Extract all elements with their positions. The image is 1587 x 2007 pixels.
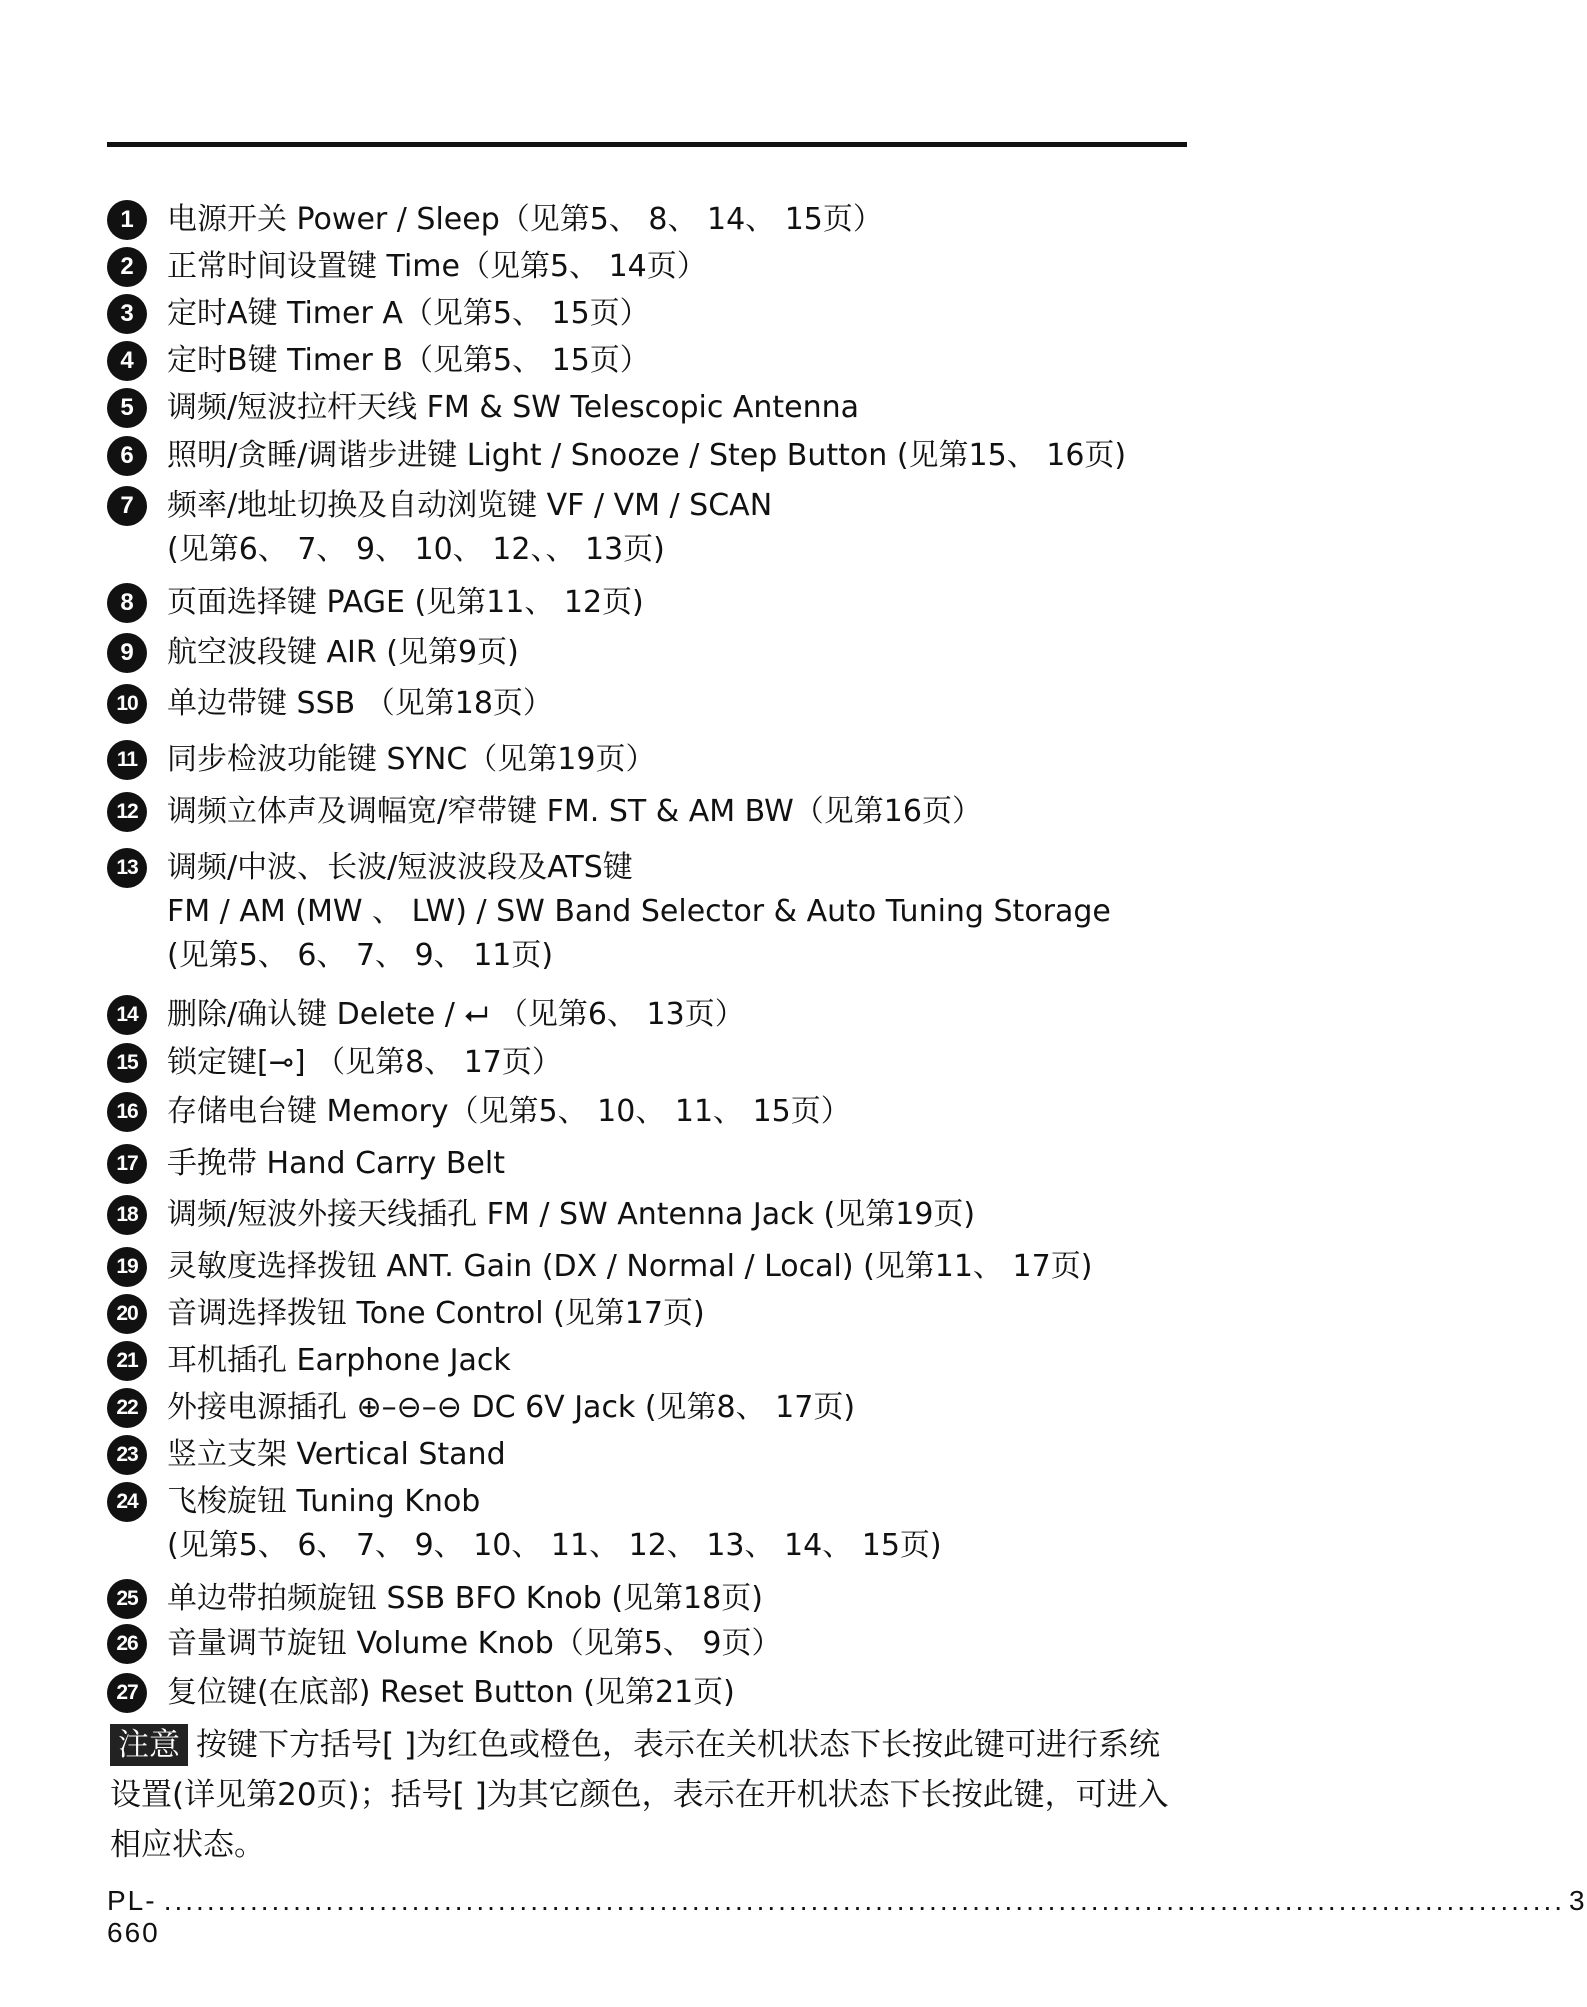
item-number-badge: 15 (107, 1043, 147, 1083)
item-text-line: 航空波段键 AIR (见第9页) (167, 635, 519, 670)
item-text-line: 电源开关 Power / Sleep（见第5、 8、 14、 15页） (167, 202, 883, 237)
item-text-line: 定时B键 Timer B（见第5、 15页） (167, 343, 650, 378)
item-number-badge: 5 (107, 388, 147, 428)
item-text-line: 外接电源插孔 ⊕–⊖–⊖ DC 6V Jack (见第8、 17页) (167, 1390, 856, 1425)
item-number-badge: 11 (107, 740, 147, 780)
footer-page-number: 3 (1569, 1885, 1587, 1916)
item-text-line: 存储电台键 Memory（见第5、 10、 11、 15页） (167, 1094, 851, 1129)
item-number-badge: 23 (107, 1435, 147, 1475)
item-text-line: 调频/中波、长波/短波波段及ATS键 (167, 850, 633, 885)
item-number-badge: 18 (107, 1195, 147, 1235)
item-text-line: 页面选择键 PAGE (见第11、 12页) (167, 585, 644, 620)
item-text-line: 手挽带 Hand Carry Belt (167, 1146, 505, 1181)
item-number-badge: 7 (107, 486, 147, 526)
note-text: 按键下方括号[ ]为红色或橙色，表示在关机状态下长按此键可进行系统设置(详见第20页)；括号[ ]为其它颜色，表示在开机状态下长按此键，可进入相应状态。 (110, 1727, 1169, 1863)
item-number-badge: 22 (107, 1388, 147, 1428)
item-number-badge: 10 (107, 684, 147, 724)
top-rule (107, 142, 1187, 147)
item-text-line: 音量调节旋钮 Volume Knob（见第5、 9页） (167, 1626, 782, 1661)
item-number-badge: 19 (107, 1247, 147, 1287)
item-text-line: 耳机插孔 Earphone Jack (167, 1343, 511, 1378)
item-text-line: 正常时间设置键 Time（见第5、 14页） (167, 249, 707, 284)
item-text-line: 单边带拍频旋钮 SSB BFO Knob (见第18页) (167, 1581, 763, 1616)
item-number-badge: 12 (107, 792, 147, 832)
note-label: 注意 (110, 1724, 188, 1766)
item-text-line: 复位键(在底部) Reset Button (见第21页) (167, 1675, 735, 1710)
item-text-line: 单边带键 SSB （见第18页） (167, 686, 553, 721)
item-text-line: 灵敏度选择拨钮 ANT. Gain (DX / Normal / Local) (见第11、 17页) (167, 1249, 1093, 1284)
item-number-badge: 27 (107, 1673, 147, 1713)
item-text-line: 竖立支架 Vertical Stand (167, 1437, 506, 1472)
item-text-line: 音调选择拨钮 Tone Control (见第17页) (167, 1296, 705, 1331)
item-text-line: 调频/短波外接天线插孔 FM / SW Antenna Jack (见第19页) (167, 1197, 976, 1232)
page-footer (107, 1885, 1587, 1949)
item-number-badge: 9 (107, 633, 147, 673)
item-number-badge: 8 (107, 583, 147, 623)
item-text-line: 飞梭旋钮 Tuning Knob (167, 1484, 481, 1519)
item-text-line: 定时A键 Timer A（见第5、 15页） (167, 296, 650, 331)
item-text-line: FM / AM (MW 、 LW) / SW Band Selector & Auto Tuning Storage (167, 894, 1111, 929)
item-number-badge: 26 (107, 1624, 147, 1664)
item-number-badge: 13 (107, 848, 147, 888)
item-number-badge: 3 (107, 294, 147, 334)
item-number-badge: 2 (107, 247, 147, 287)
item-number-badge: 21 (107, 1341, 147, 1381)
item-number-badge: 14 (107, 995, 147, 1035)
item-number-badge: 1 (107, 200, 147, 240)
item-number-badge: 16 (107, 1092, 147, 1132)
item-text-line: 频率/地址切换及自动浏览键 VF / VM / SCAN (167, 488, 773, 523)
item-text-line: (见第6、 7、 9、 10、 12、、 13页) (167, 532, 665, 567)
item-text-line: 删除/确认键 Delete / ⮠ （见第6、 13页） (167, 997, 745, 1032)
item-number-badge: 20 (107, 1294, 147, 1334)
item-text-line: (见第5、 6、 7、 9、 10、 11、 12、 13、 14、 15页) (167, 1528, 942, 1563)
footer-leader-dots: .................................................................................................................................. (163, 1885, 1566, 1916)
footer-model: PL-660 (107, 1885, 160, 1948)
item-text-line: 调频/短波拉杆天线 FM & SW Telescopic Antenna (167, 390, 860, 425)
item-number-badge: 6 (107, 436, 147, 476)
item-number-badge: 24 (107, 1482, 147, 1522)
item-text-line: 调频立体声及调幅宽/窄带键 FM. ST & AM BW（见第16页） (167, 794, 982, 829)
item-text-line: (见第5、 6、 7、 9、 11页) (167, 938, 554, 973)
item-number-badge: 17 (107, 1144, 147, 1184)
item-number-badge: 4 (107, 341, 147, 381)
item-text-line: 照明/贪睡/调谐步进键 Light / Snooze / Step Button (见第15、 16页) (167, 438, 1127, 473)
item-number-badge: 25 (107, 1579, 147, 1619)
item-text-line: 同步检波功能键 SYNC（见第19页） (167, 742, 656, 777)
note-paragraph (110, 1720, 1180, 1870)
item-text-line: 锁定键[⊸] （见第8、 17页） (167, 1045, 562, 1080)
